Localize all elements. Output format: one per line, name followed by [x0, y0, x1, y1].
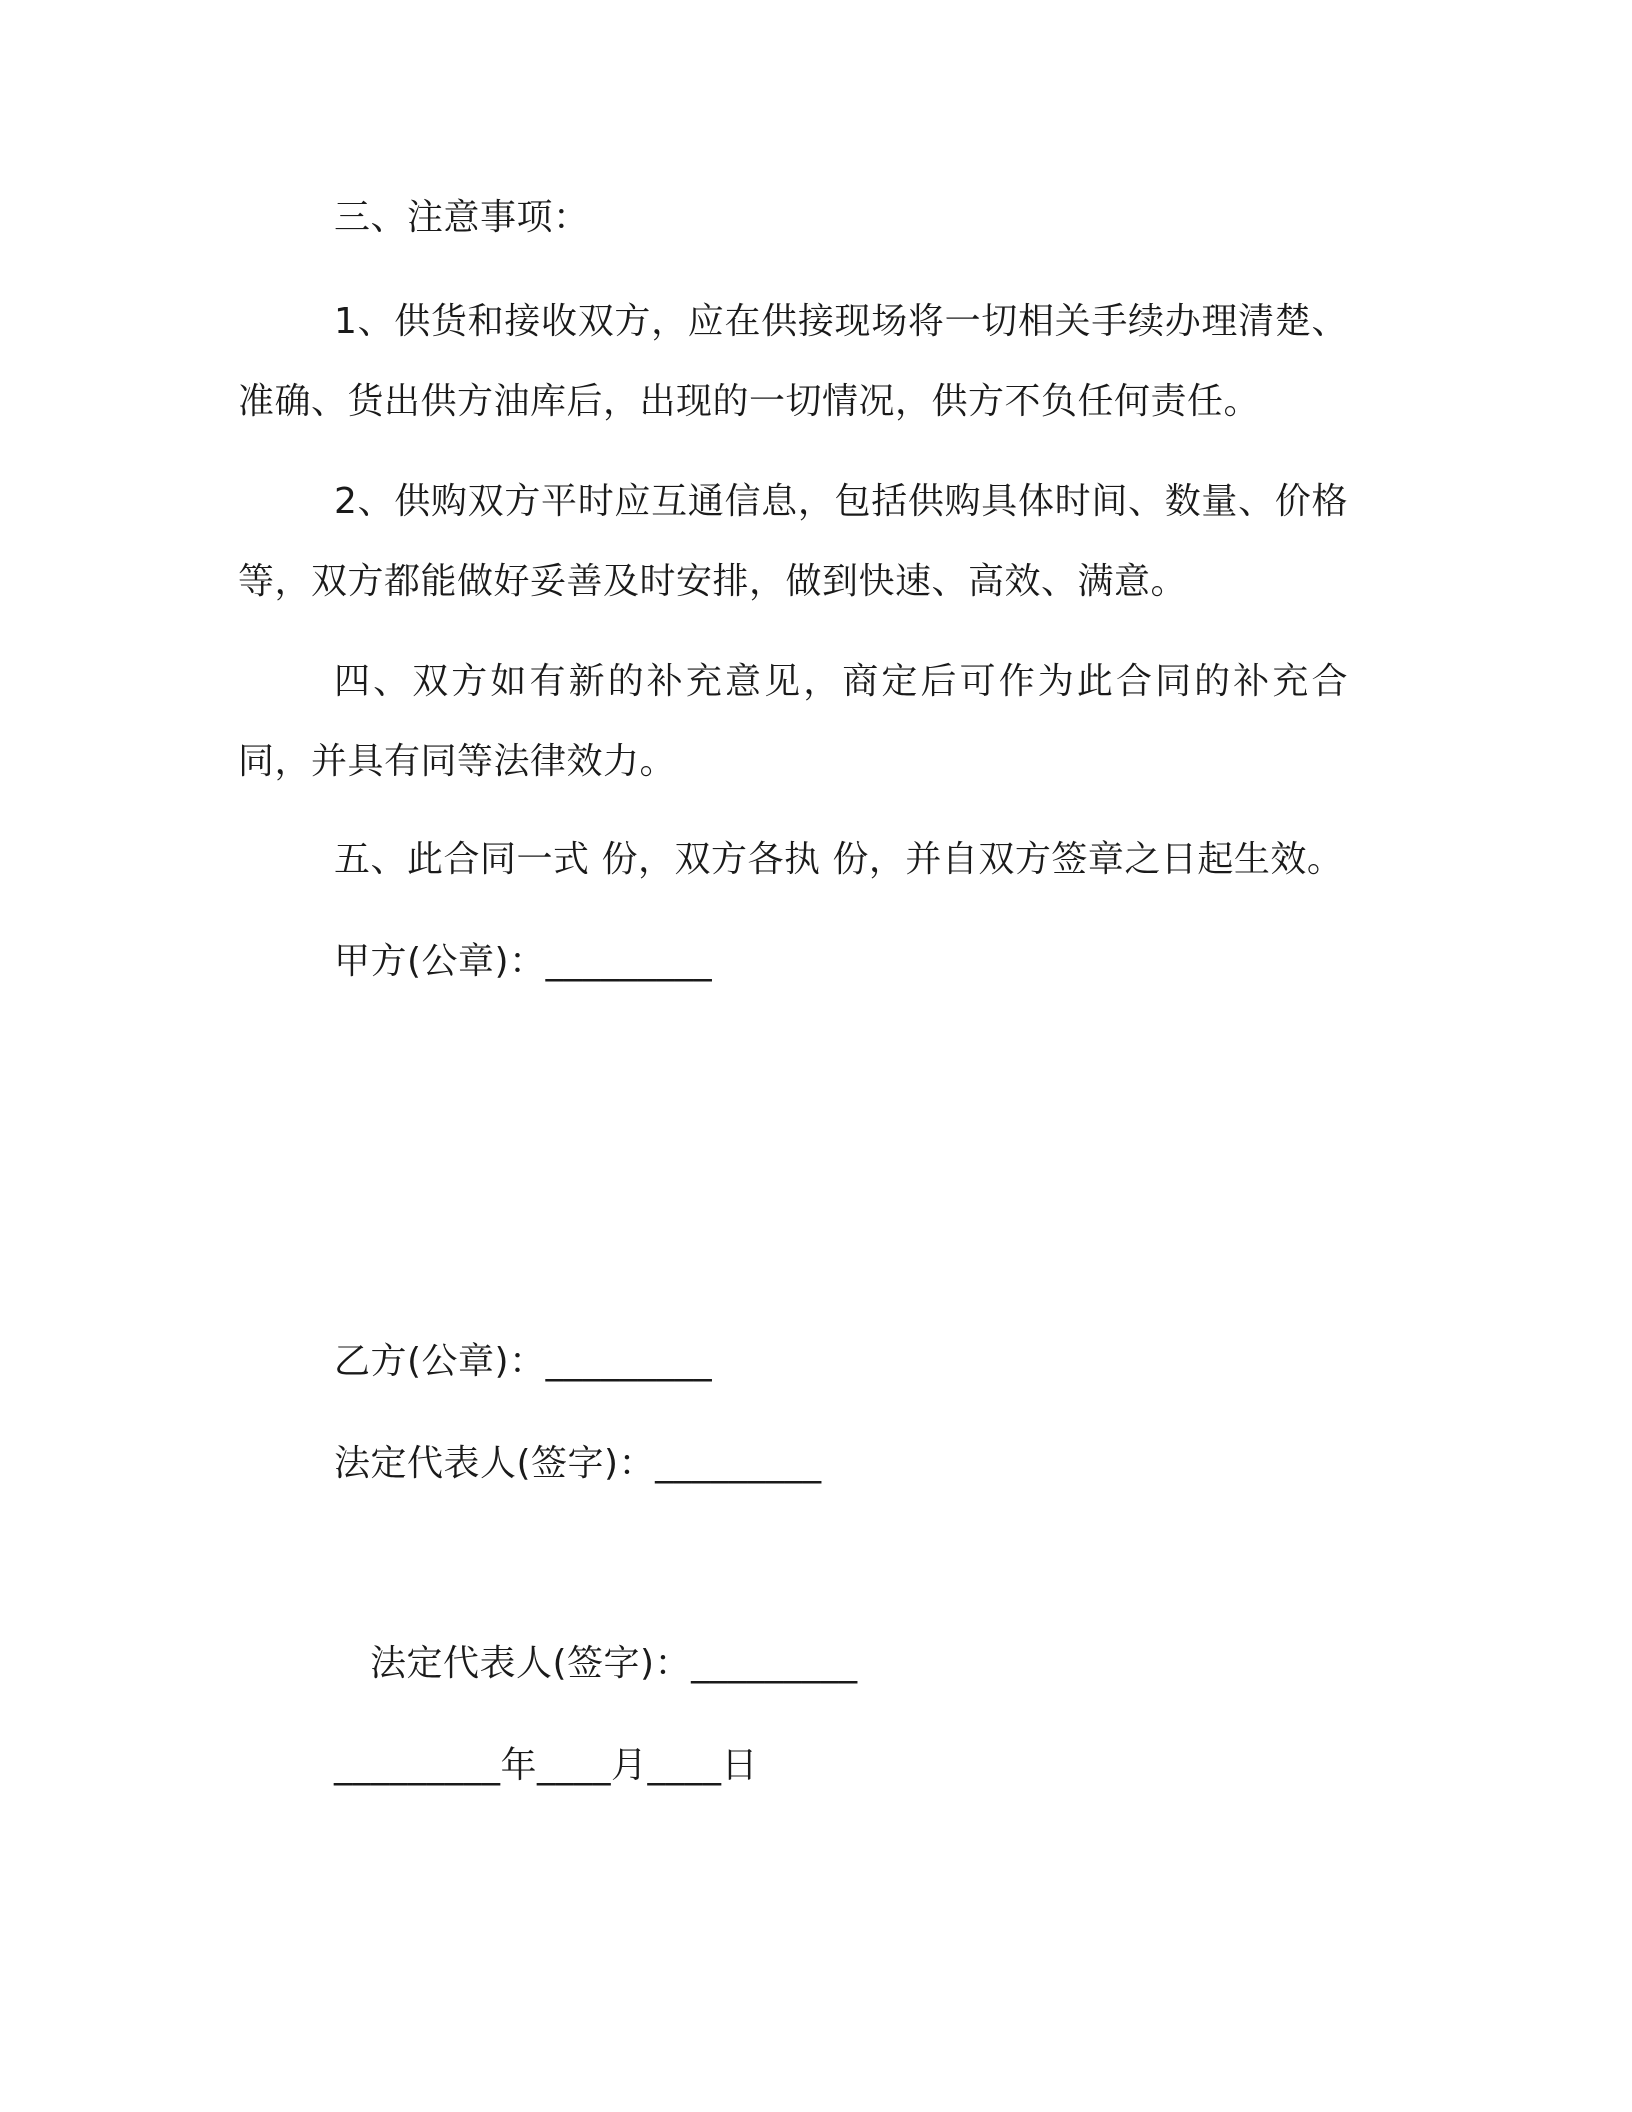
legal-representative-signature-line: 法定代表人(签字)：_________: [334, 1443, 822, 1484]
paragraph-item-1: 1、供货和接收双方，应在供接现场将一切相关手续办理清楚、准确、货出供方油库后，出现的一切情况，供方不负任何责任。: [238, 301, 1348, 422]
paragraph-item-2: 2、供购双方平时应互通信息，包括供购具体时间、数量、价格等，双方都能做好妥善及时安排，做到快速、高效、满意。: [238, 481, 1348, 602]
party-b-seal-line: 乙方(公章)：_________: [334, 1341, 713, 1382]
signing-date-line: _________年____月____日: [334, 1745, 758, 1786]
section-title-notes: 三、注意事项：: [334, 197, 590, 238]
paragraph-section-5: 五、此合同一式 份，双方各执 份，并自双方签章之日起生效。: [334, 839, 1344, 880]
paragraph-section-4: 四、双方如有新的补充意见，商定后可作为此合同的补充合同，并具有同等法律效力。: [238, 661, 1348, 782]
legal-representative-signature-line-2: 法定代表人(签字)：_________: [370, 1643, 858, 1684]
party-a-seal-line: 甲方(公章)：_________: [334, 941, 713, 982]
